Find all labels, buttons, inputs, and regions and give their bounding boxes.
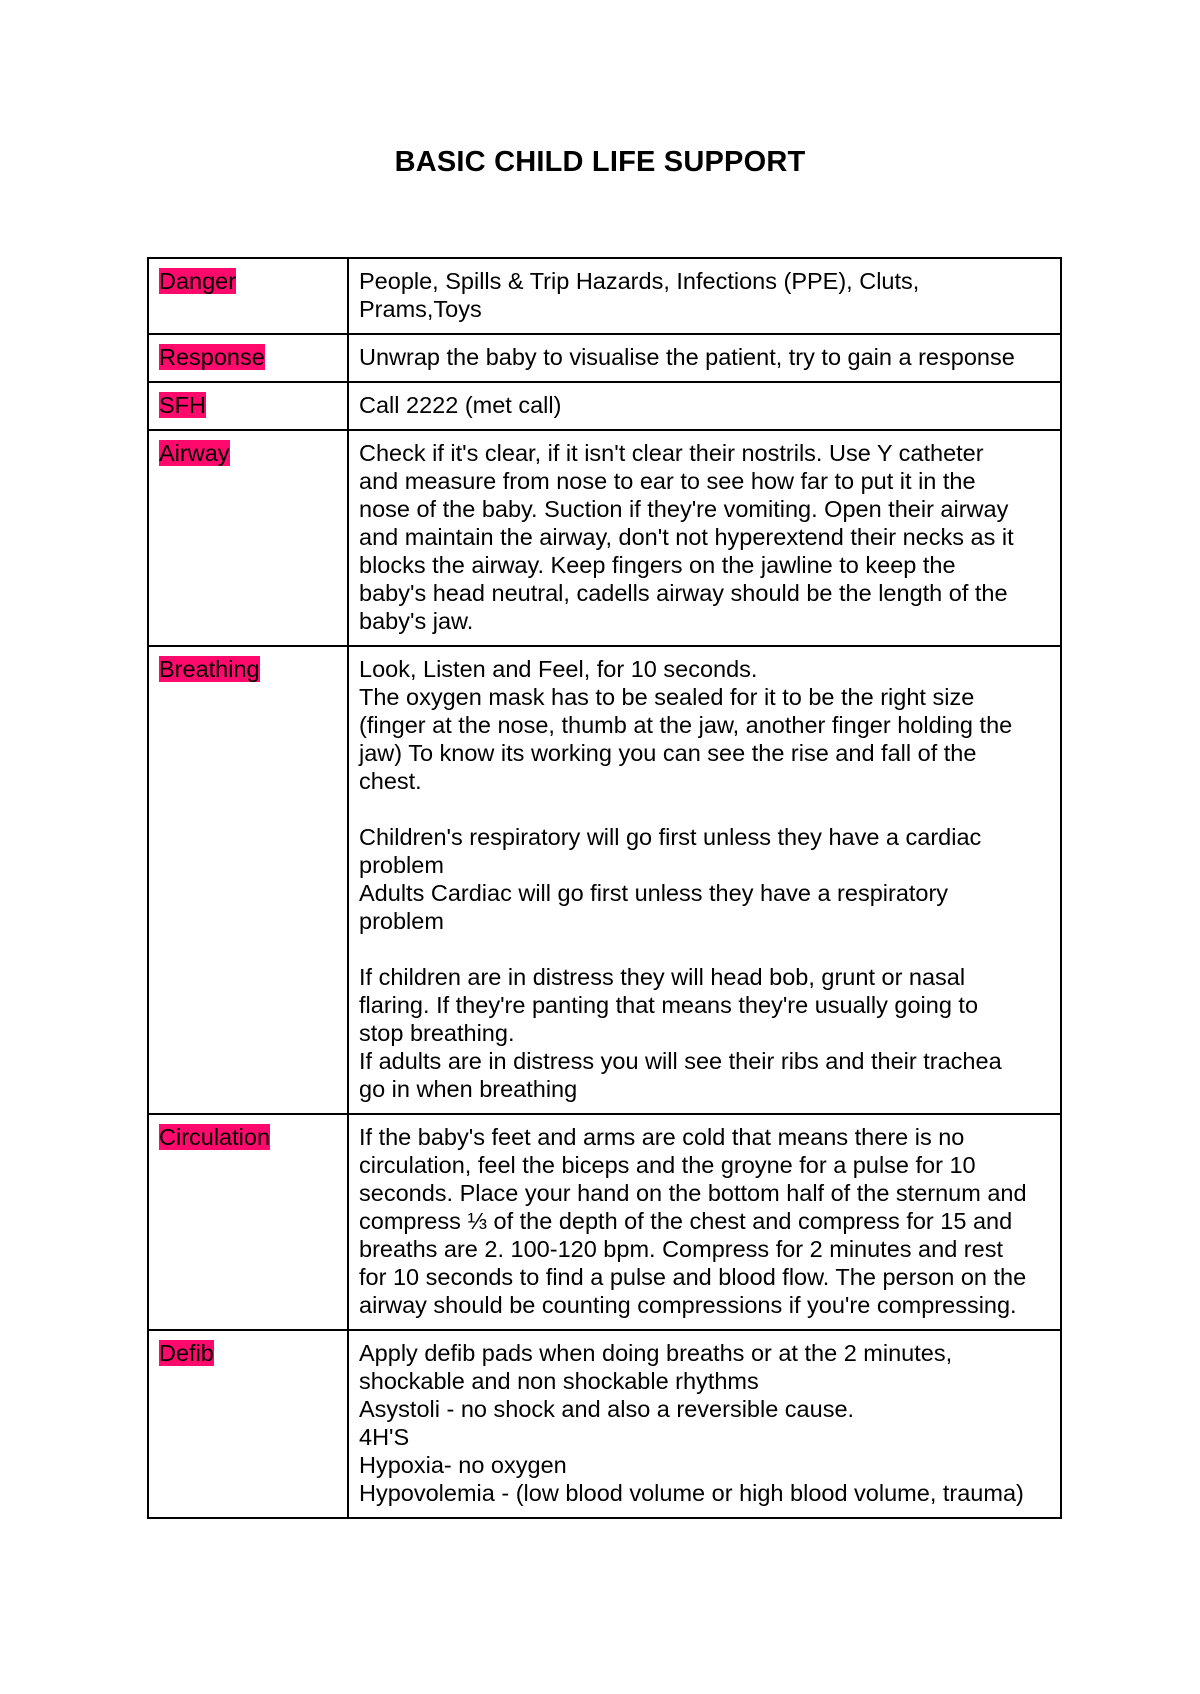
content-line: 4H'S — [359, 1424, 410, 1450]
content-line: The oxygen mask has to be sealed for it to be the right size — [359, 684, 975, 710]
content-line: seconds. Place your hand on the bottom half of the sternum and — [359, 1180, 1027, 1206]
content-line: Look, Listen and Feel, for 10 seconds. — [359, 656, 758, 682]
content-line: nose of the baby. Suction if they're vomiting. Open their airway — [359, 496, 1009, 522]
content-line: shockable and non shockable rhythms — [359, 1368, 759, 1394]
table-row-breathing — [148, 646, 1061, 1114]
table-body — [148, 258, 1061, 1518]
content-line: Asystoli - no shock and also a reversible cause. — [359, 1396, 855, 1422]
content-paragraph — [359, 1339, 1050, 1507]
content-line: go in when breathing — [359, 1076, 578, 1102]
content-line: and maintain the airway, don't not hyperextend their necks as it — [359, 524, 1014, 550]
content-line: chest. — [359, 768, 422, 794]
content-line: jaw) To know its working you can see the rise and fall of the — [359, 740, 977, 766]
content-line: Children's respiratory will go first unless they have a cardiac — [359, 824, 982, 850]
content-paragraph — [359, 343, 1050, 371]
content-line: If children are in distress they will head bob, grunt or nasal — [359, 964, 966, 990]
content-line: flaring. If they're panting that means they're usually going to — [359, 992, 979, 1018]
row-content-cell — [348, 646, 1061, 1114]
content-line: problem — [359, 908, 444, 934]
content-line: If adults are in distress you will see their ribs and their trachea — [359, 1048, 1002, 1074]
content-line: People, Spills & Trip Hazards, Infections (PPE), Cluts, — [359, 268, 920, 294]
content-line: Adults Cardiac will go first unless they have a respiratory — [359, 880, 949, 906]
row-content-cell — [348, 334, 1061, 382]
content-line: baby's head neutral, cadells airway should be the length of the — [359, 580, 1008, 606]
row-content-cell — [348, 382, 1061, 430]
content-line: If the baby's feet and arms are cold that means there is no — [359, 1124, 965, 1150]
row-label-cell — [148, 382, 348, 430]
content-line: Prams,Toys — [359, 296, 482, 322]
content-paragraph — [359, 267, 1050, 323]
document-title: BASIC CHILD LIFE SUPPORT — [394, 146, 806, 178]
content-paragraph — [359, 1123, 1050, 1319]
content-line: stop breathing. — [359, 1020, 515, 1046]
row-label-cell — [148, 646, 348, 1114]
content-paragraph — [359, 823, 1050, 935]
row-label: Breathing — [159, 656, 260, 682]
row-label: Response — [159, 344, 265, 370]
content-paragraph — [359, 439, 1050, 635]
content-line: breaths are 2. 100-120 bpm. Compress for 2 minutes and rest — [359, 1236, 1003, 1262]
content-line: Apply defib pads when doing breaths or at the 2 minutes, — [359, 1340, 953, 1366]
row-label: Circulation — [159, 1124, 271, 1150]
table-row-circulation — [148, 1114, 1061, 1330]
content-paragraph — [359, 963, 1050, 1103]
content-line: for 10 seconds to find a pulse and blood flow. The person on the — [359, 1264, 1027, 1290]
content-line: Hypovolemia - (low blood volume or high blood volume, trauma) — [359, 1480, 1024, 1506]
table-row-danger — [148, 258, 1061, 334]
content-line: Call 2222 (met call) — [359, 392, 562, 418]
life-support-table — [147, 257, 1062, 1519]
row-label-cell — [148, 1330, 348, 1518]
row-content-cell — [348, 258, 1061, 334]
content-line: compress ⅓ of the depth of the chest and compress for 15 and — [359, 1208, 1013, 1234]
content-line: circulation, feel the biceps and the groyne for a pulse for 10 — [359, 1152, 976, 1178]
row-label: SFH — [159, 392, 206, 418]
content-line: problem — [359, 852, 444, 878]
row-content-cell — [348, 1330, 1061, 1518]
row-content-cell — [348, 430, 1061, 646]
content-paragraph — [359, 655, 1050, 795]
row-label-cell — [148, 430, 348, 646]
row-content-cell — [348, 1114, 1061, 1330]
content-line: blocks the airway. Keep fingers on the jawline to keep the — [359, 552, 956, 578]
content-line: (finger at the nose, thumb at the jaw, another finger holding the — [359, 712, 1013, 738]
row-label: Defib — [159, 1340, 214, 1366]
content-line: airway should be counting compressions if you're compressing. — [359, 1292, 1017, 1318]
table-row-airway — [148, 430, 1061, 646]
row-label-cell — [148, 1114, 348, 1330]
content-line: baby's jaw. — [359, 608, 474, 634]
content-line: and measure from nose to ear to see how far to put it in the — [359, 468, 976, 494]
table-row-defib — [148, 1330, 1061, 1518]
row-label-cell — [148, 258, 348, 334]
content-line: Hypoxia- no oxygen — [359, 1452, 567, 1478]
content-line: Unwrap the baby to visualise the patient, try to gain a response — [359, 344, 1015, 370]
content-paragraph — [359, 391, 1050, 419]
row-label: Airway — [159, 440, 230, 466]
content-line: Check if it's clear, if it isn't clear their nostrils. Use Y catheter — [359, 440, 984, 466]
table-row-sfh — [148, 382, 1061, 430]
row-label: Danger — [159, 268, 237, 294]
row-label-cell — [148, 334, 348, 382]
table-row-response — [148, 334, 1061, 382]
